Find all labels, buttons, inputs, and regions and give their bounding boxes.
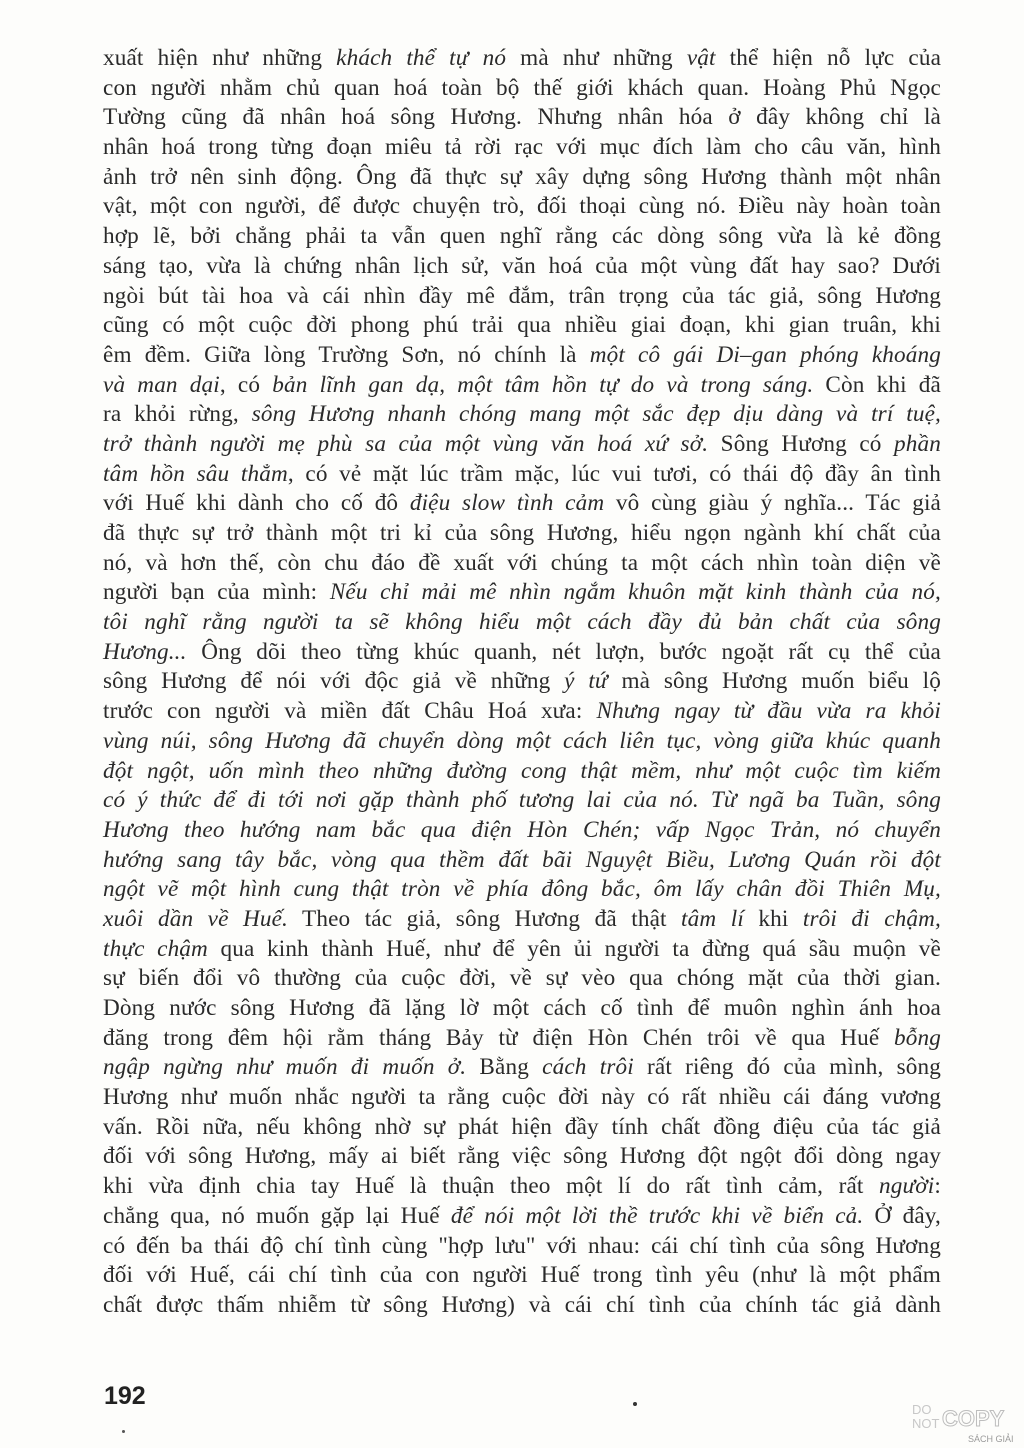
text-line — [103, 1142, 941, 1172]
text-line — [103, 1053, 941, 1083]
text-line — [103, 727, 941, 757]
italic-text: đột ngột, uốn mình theo những đường cong thật mềm, như một cuộc tìm kiếm — [103, 757, 941, 784]
text-segment: với Huế khi dành cho cố đô — [103, 490, 410, 517]
text-line — [103, 1083, 941, 1113]
text-segment: chất được thấm nhiễm từ sông Hương) và cái chí tình của chính tác giả dành — [103, 1291, 941, 1318]
text-segment: sự biến đổi vô thường của cuộc đời, về sự vèo qua chóng mặt của thời gian. — [103, 965, 941, 992]
text-line — [103, 1261, 941, 1291]
italic-text: và man dại — [103, 371, 220, 398]
text-line — [103, 1291, 941, 1321]
text-segment: đối với Huế, cái chí tình của con người Huế trong tình yêu (như là một phẩm — [103, 1262, 941, 1289]
text-line — [103, 1113, 941, 1143]
text-line — [103, 489, 941, 519]
text-segment: đã thực sự trở thành một tri kỉ của sông Hương, hiểu ngọn ngành khí chất của — [103, 520, 941, 546]
text-line — [103, 133, 941, 163]
text-segment: , có — [219, 371, 273, 398]
text-segment: Tường cũng đã nhân hoá sông Hương. Nhưng nhân hóa ở đây không chỉ là — [103, 104, 941, 131]
text-line — [103, 74, 941, 104]
watermark-site: SÁCH GIẢI — [968, 1434, 1014, 1444]
italic-text: có ý thức để đi tới nơi gặp thành phố tương lai của nó. Từ ngã ba Tuần, sông — [103, 787, 941, 814]
body-text — [103, 44, 941, 1321]
text-segment: ra khỏi rừng, — [103, 401, 252, 428]
text-segment: con người nhằm chủ quan hoá toàn bộ thế giới khách quan. Hoàng Phủ Ngọc — [103, 74, 941, 101]
text-segment: , có vẻ mặt lúc trầm mặc, lúc vui tươi, có thái độ đầy ân tình — [287, 460, 941, 487]
text-line — [103, 608, 941, 638]
italic-text: ý tứ — [564, 668, 608, 695]
text-line — [103, 994, 941, 1024]
italic-text: Nhưng ngay từ đầu vừa ra khỏi — [596, 698, 941, 725]
italic-text: thực chậm — [103, 935, 208, 962]
page-number: 192 — [104, 1382, 146, 1410]
text-line — [103, 371, 941, 401]
text-line — [103, 519, 941, 549]
text-line — [103, 163, 941, 193]
text-line — [103, 1232, 941, 1262]
text-segment: trước con người và miền đất Châu Hoá xưa: — [103, 698, 597, 725]
italic-text: bản lĩnh gan dạ, một tâm hồn tự do và trong sáng. — [272, 371, 814, 398]
text-segment: Sông Hương có — [708, 430, 895, 457]
text-line — [103, 222, 941, 252]
text-segment: : — [934, 1173, 941, 1200]
text-segment: Theo tác giả, sông Hương đã thật — [288, 905, 682, 932]
text-line — [103, 875, 941, 905]
text-segment: hợp lẽ, bởi chẳng phải ta vẫn quen nghĩ rằng các dòng sông vừa là kẻ đồng — [103, 223, 941, 250]
text-segment: chẳng qua, nó muốn gặp lại Huế — [103, 1202, 451, 1229]
italic-text: hướng sang tây bắc, vòng qua thềm đất bãi Nguyệt Biều, Lương Quán rồi đột — [103, 846, 941, 873]
italic-text: phần — [894, 430, 941, 457]
text-line — [103, 578, 941, 608]
text-segment: sông Hương để nói với độc giả về những — [103, 668, 565, 695]
italic-text: ngột vẽ một hình cung thật tròn về phía đông bắc, ôm lấy chân đồi Thiên Mụ, — [103, 876, 941, 903]
text-line — [103, 252, 941, 282]
print-tick — [122, 1430, 125, 1433]
print-dot — [633, 1402, 637, 1406]
italic-text: sông Hương nhanh chóng mang một sắc đẹp dịu dàng và trí tuệ, — [251, 401, 941, 428]
text-segment: vô cùng giàu ý nghĩa... Tác giả — [604, 490, 941, 517]
text-segment: khi vừa định chia tay Huế là thuận theo một lí do rất tình cảm, rất — [103, 1173, 879, 1200]
text-segment: ngòi bút tài hoa và cái nhìn đầy mê đắm, trân trọng của tác giả, sông Hương — [103, 282, 941, 309]
italic-text: tôi nghĩ rằng người ta sẽ không hiểu một cách đầy đủ bản chất của sông — [103, 609, 941, 636]
italic-text: Nếu chỉ mải mê nhìn ngắm khuôn mặt kinh thành của nó, — [329, 579, 941, 606]
text-line — [103, 311, 941, 341]
text-line — [103, 964, 941, 994]
text-segment: có đến ba thái độ chí tình cùng "hợp lưu" với nhau: cái chí tình của sông Hương — [103, 1232, 941, 1259]
text-line — [103, 44, 941, 74]
text-segment: êm đềm. Giữa lòng Trường Sơn, nó chính là — [103, 341, 590, 368]
italic-text: người — [879, 1173, 935, 1200]
text-segment: cũng có một cuộc đời phong phú trải qua nhiều giai đoạn, khi gian truân, khi — [103, 312, 941, 339]
text-segment: ảnh trở nên sinh động. Ông đã thực sự xây dựng sông Hương thành một nhân — [103, 163, 941, 190]
text-segment: đối với sông Hương, mấy ai biết rằng việc sông Hương đột ngột đổi dòng ngay — [103, 1143, 941, 1170]
text-line — [103, 1172, 941, 1202]
text-segment: qua kinh thành Huế, như để yên ủi người ta đừng quá sầu muộn về — [207, 935, 941, 962]
text-segment: mà sông Hương muốn biểu lộ — [607, 668, 941, 695]
text-line — [103, 905, 941, 935]
italic-text: vùng núi, sông Hương đã chuyển dòng một cách liên tục, vòng giữa khúc quanh — [103, 727, 941, 754]
text-segment: Ở đây, — [863, 1202, 941, 1229]
watermark-logo — [910, 1396, 1014, 1444]
italic-text: tâm lí — [681, 905, 744, 932]
text-segment: vật, một con người, để được chuyện trò, đối thoại cùng nó. Điều này hoàn toàn — [103, 193, 941, 220]
text-line — [103, 282, 941, 312]
italic-text: vật — [686, 45, 716, 71]
text-line — [103, 1024, 941, 1054]
text-line — [103, 400, 941, 430]
italic-text: Hương theo hướng nam bắc qua điện Hòn Chén; vấp Ngọc Trản, nó chuyển — [103, 816, 941, 843]
italic-text: trở thành người mẹ phù sa của một vùng văn hoá xứ sở. — [103, 430, 709, 457]
italic-text: một cô gái Di–gan phóng khoáng — [589, 341, 941, 368]
italic-text: cách trôi — [542, 1054, 634, 1081]
text-segment: mà như những — [506, 45, 687, 71]
text-line — [103, 1202, 941, 1232]
text-line — [103, 667, 941, 697]
italic-text: để nói một lời thề trước khi về biển cả. — [450, 1202, 864, 1229]
text-segment: Hương như muốn nhắc người ta rằng cuộc đời này có rất nhiều cái đáng vương — [103, 1084, 941, 1111]
italic-text: bỗng — [894, 1024, 941, 1051]
text-segment: Bằng — [466, 1054, 543, 1081]
text-segment: Dòng nước sông Hương đã lặng lờ một cách cố tình để muôn nghìn ánh hoa — [103, 995, 941, 1021]
text-line — [103, 846, 941, 876]
text-segment: đăng trong đêm hội rằm tháng Bảy từ điện Hòn Chén trôi về qua Huế — [103, 1024, 895, 1051]
watermark-do: DO — [912, 1402, 932, 1417]
text-segment: rất riêng đó của mình, sông — [633, 1054, 942, 1081]
text-line — [103, 757, 941, 787]
text-segment: nhân hoá trong từng đoạn miêu tả rời rạc với mục đích làm cho câu văn, hình — [103, 134, 941, 161]
italic-text: điệu slow tình cảm — [409, 490, 605, 517]
italic-text: tâm hồn sâu thẳm — [103, 460, 288, 487]
text-segment: thể hiện nỗ lực của — [715, 45, 942, 71]
text-line — [103, 341, 941, 371]
text-line — [103, 460, 941, 490]
watermark-not: NOT — [912, 1416, 940, 1431]
text-segment: Ông dõi theo từng khúc quanh, nét lượn, bước ngoặt rất cụ thể của — [186, 638, 941, 665]
text-line — [103, 103, 941, 133]
text-segment: xuất hiện như những — [103, 45, 337, 71]
text-line — [103, 786, 941, 816]
text-line — [103, 816, 941, 846]
text-segment: nó, và hơn thế, còn chu đáo đề xuất với chúng ta một cách nhìn toàn diện về — [103, 549, 941, 576]
italic-text: xuôi dần về Huế. — [103, 905, 288, 932]
text-line — [103, 638, 941, 668]
text-segment: người bạn của mình: — [103, 579, 330, 606]
text-line — [103, 697, 941, 727]
text-segment: sáng tạo, vừa là chứng nhân lịch sử, văn hoá của một vùng đất hay sao? Dưới — [103, 252, 941, 279]
text-segment: Còn khi đã — [813, 371, 941, 398]
italic-text: trôi đi chậm, — [802, 905, 941, 932]
text-line — [103, 935, 941, 965]
text-line — [103, 549, 941, 579]
italic-text: khách thể tự nó — [336, 45, 507, 71]
text-line — [103, 430, 941, 460]
italic-text: Hương... — [103, 638, 187, 665]
italic-text: ngập ngừng như muốn đi muốn ở. — [103, 1054, 467, 1081]
text-segment: vấn. Rồi nữa, nếu không nhờ sự phát hiện đầy tính chất đồng điệu của tác giả — [103, 1113, 941, 1140]
text-line — [103, 192, 941, 222]
watermark-copy: COPY — [942, 1406, 1005, 1431]
text-segment: khi — [743, 905, 803, 932]
